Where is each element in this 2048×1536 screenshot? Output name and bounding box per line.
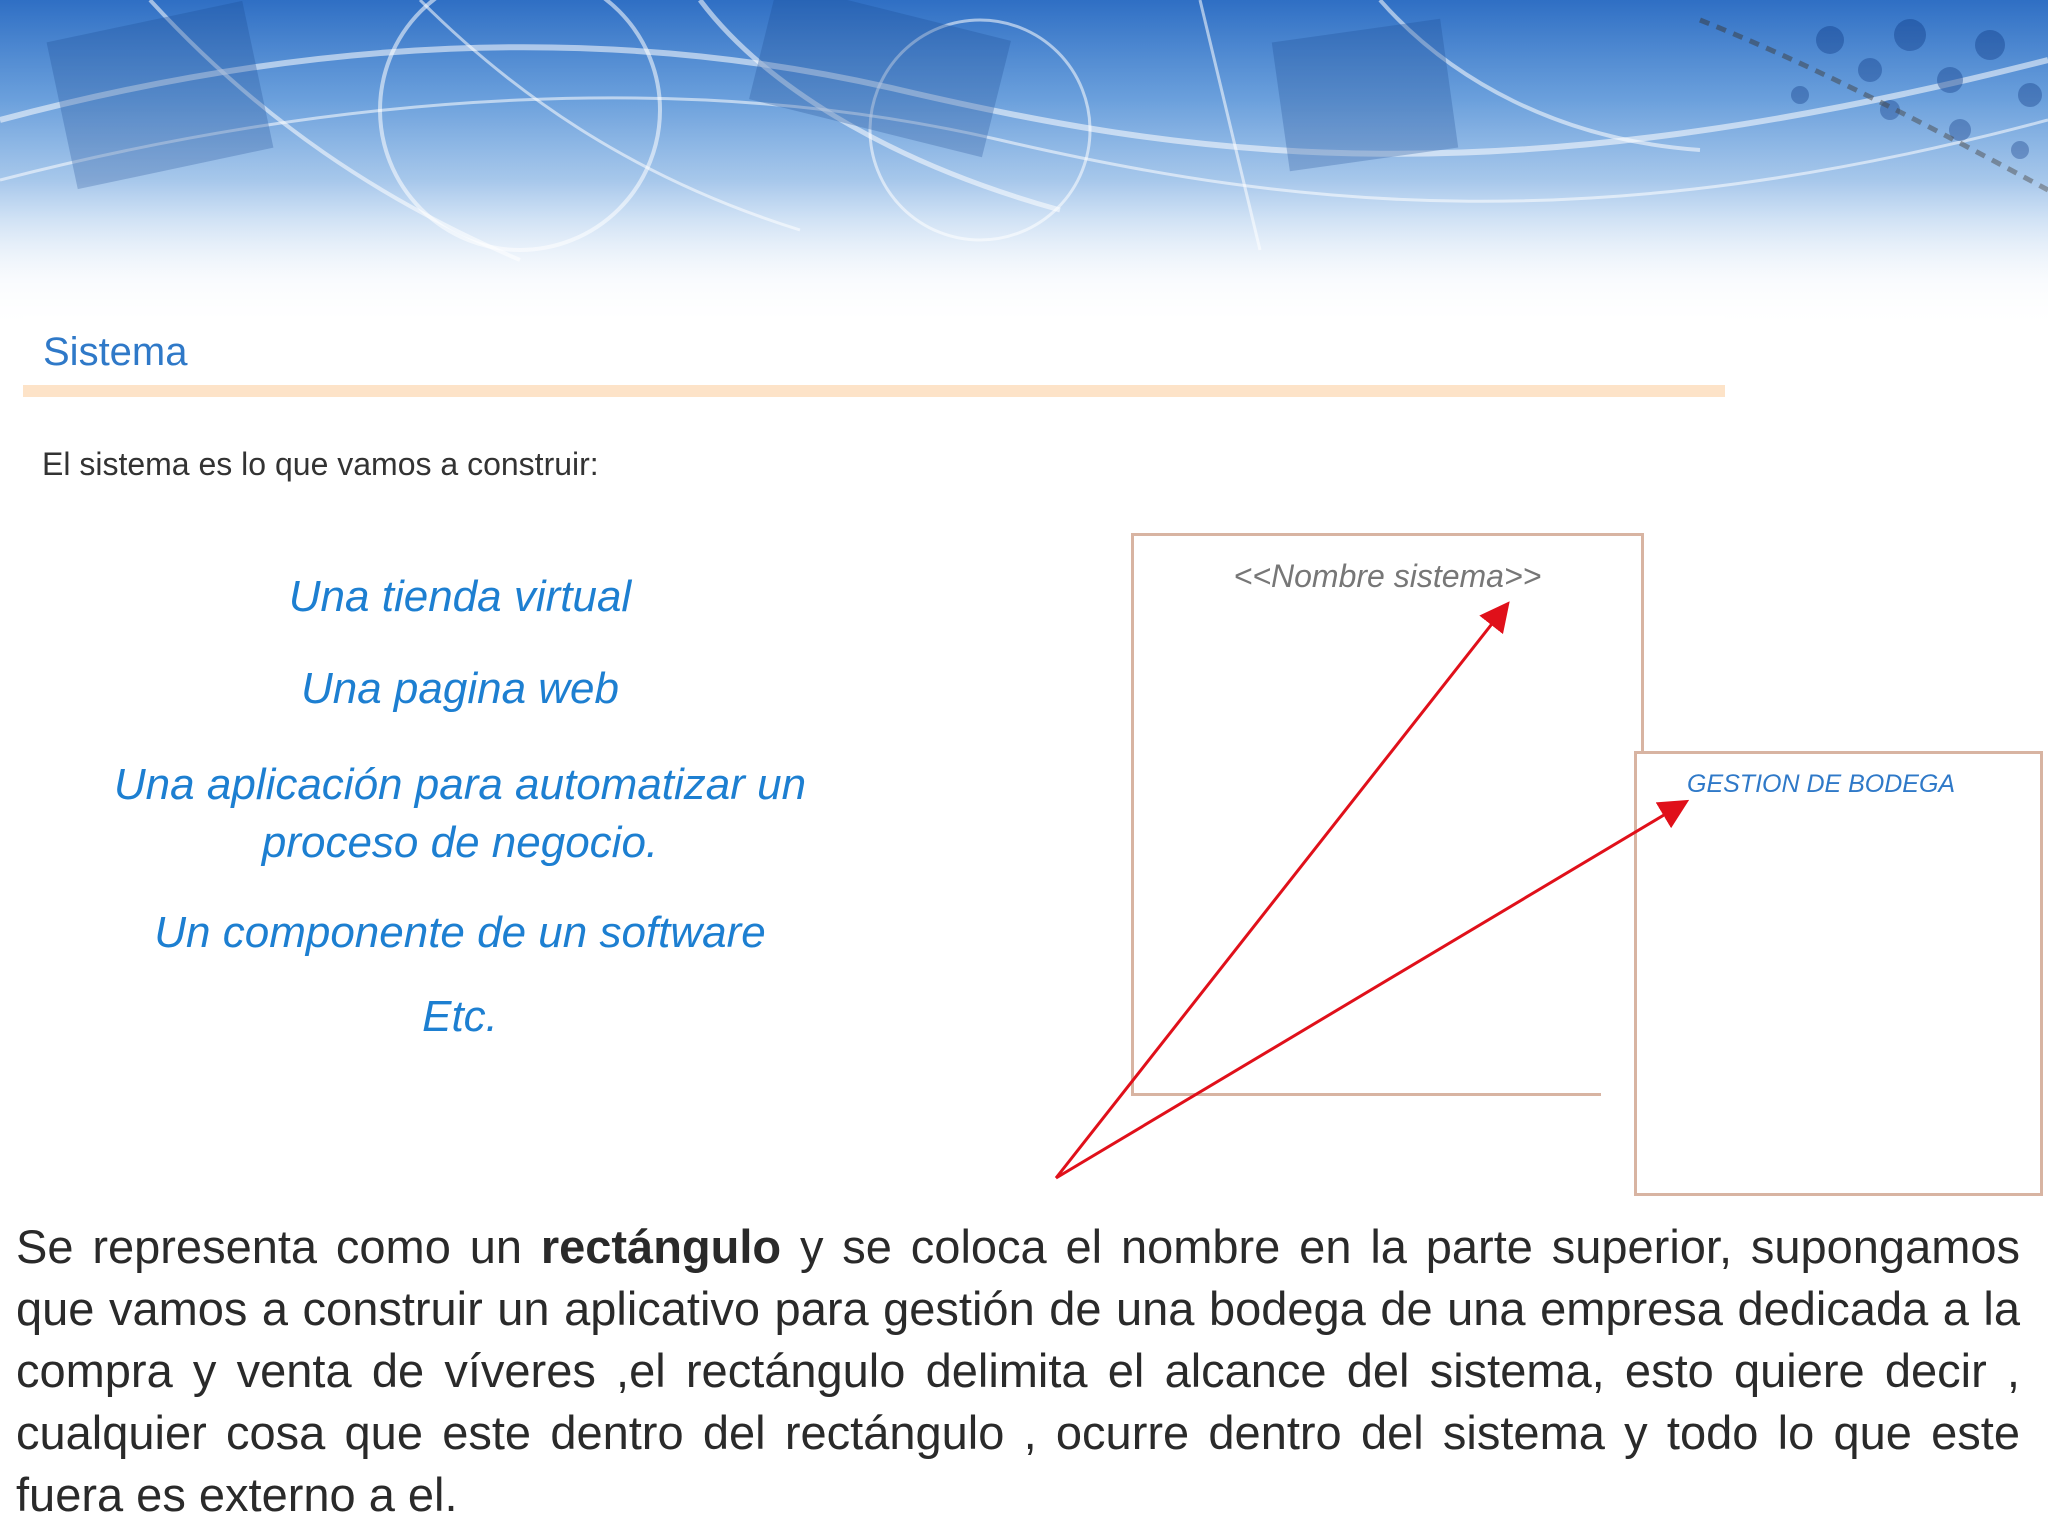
description-paragraph bbox=[16, 1216, 2020, 1526]
paragraph-text: Se representa como un bbox=[16, 1220, 541, 1273]
example-item: Una pagina web bbox=[300, 664, 619, 713]
page-title: Sistema bbox=[43, 330, 188, 374]
paragraph-text: y se coloca el nombre en la parte superior, supongamos que vamos a construir un aplicativo para gestión de una bodega de una empresa dedicada a la compra y venta de víveres ,el rectángulo delimita el alcance del sistema, esto quiere decir , cualquier cosa que este dentro del rectángulo , ocurre dentro del sistema y todo lo que este fuera es externo a el. bbox=[16, 1220, 2020, 1521]
arrow-to-placeholder bbox=[1056, 606, 1506, 1178]
system-name-placeholder: <<Nombre sistema>> bbox=[1233, 558, 1542, 594]
intro-text: El sistema es lo que vamos a construir: bbox=[42, 446, 599, 482]
example-system-name: GESTION DE BODEGA bbox=[1687, 770, 1956, 798]
example-item: Una aplicación para automatizar un bbox=[113, 760, 807, 809]
example-item: Una tienda virtual bbox=[288, 572, 632, 621]
example-item: proceso de negocio. bbox=[261, 818, 659, 867]
example-item: Etc. bbox=[422, 992, 498, 1041]
example-item: Un componente de un software bbox=[154, 908, 766, 957]
arrow-to-example-name bbox=[1056, 803, 1684, 1178]
paragraph-bold-term: rectángulo bbox=[540, 1220, 782, 1273]
